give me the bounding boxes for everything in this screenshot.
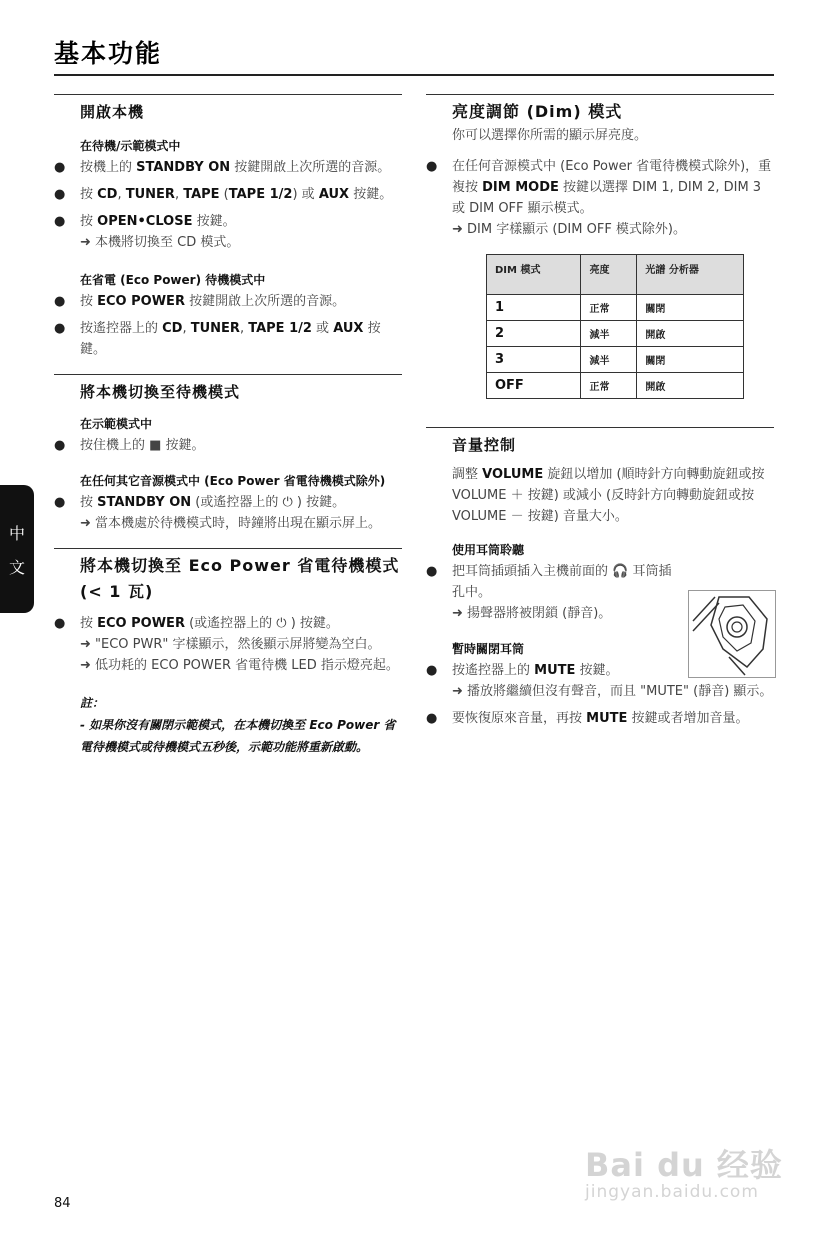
list-item: ● 按 ECO POWER 按鍵開啟上次所選的音源。 xyxy=(54,291,402,312)
watermark xyxy=(585,1120,785,1210)
subheading: 在待機/示範模式中 xyxy=(80,139,181,153)
table-header: DIM 模式 xyxy=(487,255,581,295)
list-item: ● 在任何音源模式中 (Eco Power 省電待機模式除外)，重複按 DIM MODE 按鍵以選擇 DIM 1, DIM 2, DIM 3 或 DIM OFF 顯示模式。 xyxy=(426,156,774,219)
list-item: ● 按 OPEN•CLOSE 按鍵。 xyxy=(54,211,402,232)
note-body: - 如果你沒有關閉示範模式，在本機切換至 Eco Power 省電待機模式或待機模式五秒後，示範功能將重新啟動。 xyxy=(80,718,396,754)
subheading: 在任何其它音源模式中 (Eco Power 省電待機模式除外) xyxy=(80,474,386,488)
list-item: ● 要恢復原來音量，再按 MUTE 按鍵或者增加音量。 xyxy=(426,708,774,729)
table-row xyxy=(487,295,744,321)
headphone-jack-illustration xyxy=(688,590,776,678)
watermark-logo-text: Bai du 经验 xyxy=(585,1146,783,1184)
list-item: ● 按 ECO POWER (或遙控器上的 ⏻ ) 按鍵。 xyxy=(54,613,402,634)
list-item: ● 按住機上的 ■ 按鍵。 xyxy=(54,435,402,456)
note-title: 註： xyxy=(80,696,105,710)
section-title: 將本機切換至待機模式 xyxy=(80,383,241,401)
table-header: 光譜 分析器 xyxy=(637,255,744,295)
intro-text: 你可以選擇你所需的顯示屏亮度。 xyxy=(452,128,648,143)
watermark-url: jingyan.baidu.com xyxy=(585,1182,759,1202)
table-row xyxy=(487,321,744,347)
table-cell: OFF xyxy=(487,373,581,399)
list-item: ● 按 STANDBY ON (或遙控器上的 ⏻ ) 按鍵。 xyxy=(54,492,402,513)
subheading: 在省電 (Eco Power) 待機模式中 xyxy=(80,273,266,287)
table-header-row xyxy=(487,255,744,295)
table-cell: 1 xyxy=(487,295,581,321)
result-note: ➜ 低功耗的 ECO POWER 省電待機 LED 指示燈亮起。 xyxy=(80,658,399,673)
result-note: ➜ 當本機處於待機模式時，時鐘將出現在顯示屏上。 xyxy=(80,516,382,531)
subheading: 暫時關閉耳筒 xyxy=(452,642,525,656)
list-item: ● 按遙控器上的 CD, TUNER, TAPE 1/2 或 AUX 按鍵。 xyxy=(54,318,402,360)
table-cell: 關閉 xyxy=(637,347,744,373)
result-note: ➜ "ECO PWR" 字樣顯示，然後顯示屏將變為空白。 xyxy=(80,637,381,652)
table-cell: 減半 xyxy=(581,347,637,373)
table-row xyxy=(487,347,744,373)
section-title: 開啟本機 xyxy=(80,103,145,121)
section-volume xyxy=(426,427,774,729)
result-note: ➜ 本機將切換至 CD 模式。 xyxy=(80,235,240,250)
volume-description: 調整 VOLUME 旋鈕以增加 (順時針方向轉動旋鈕或按 VOLUME ＋ 按鍵) 或減小 (反時針方向轉動旋鈕或按 VOLUME － 按鍵) 音量大小。 xyxy=(452,467,765,524)
title-divider xyxy=(54,74,774,76)
table-row xyxy=(487,373,744,399)
section-power-on xyxy=(54,94,402,360)
list-item: ● 按機上的 STANDBY ON 按鍵開啟上次所選的音源。 xyxy=(54,157,402,178)
language-tab-char: 中 xyxy=(8,524,25,543)
page-number: 84 xyxy=(54,1196,71,1211)
section-title: 亮度調節 (Dim) 模式 xyxy=(452,102,623,121)
table-cell: 開啟 xyxy=(637,321,744,347)
table-cell: 正常 xyxy=(581,373,637,399)
dim-mode-table xyxy=(486,254,744,399)
left-column xyxy=(54,94,402,758)
result-note: ➜ 播放將繼續但沒有聲音，而且 "MUTE" (靜音) 顯示。 xyxy=(452,684,773,699)
language-tab xyxy=(0,485,34,613)
list-item: ● 按 CD, TUNER, TAPE (TAPE 1/2) 或 AUX 按鍵。 xyxy=(54,184,402,205)
section-dim-mode xyxy=(426,94,774,399)
section-title: 將本機切換至 Eco Power 省電待機模式 (< 1 瓦) xyxy=(80,556,400,601)
section-standby xyxy=(54,374,402,534)
language-tab-char: 文 xyxy=(8,558,25,577)
table-cell: 正常 xyxy=(581,295,637,321)
section-title: 音量控制 xyxy=(452,436,517,454)
page-title: 基本功能 xyxy=(54,39,163,68)
subheading: 在示範模式中 xyxy=(80,417,153,431)
table-cell: 開啟 xyxy=(637,373,744,399)
list-item: ● 按遙控器上的 MUTE 按鍵。 xyxy=(426,660,774,681)
table-cell: 減半 xyxy=(581,321,637,347)
table-cell: 2 xyxy=(487,321,581,347)
table-header: 亮度 xyxy=(581,255,637,295)
table-cell: 3 xyxy=(487,347,581,373)
result-note: ➜ DIM 字樣顯示 (DIM OFF 模式除外)。 xyxy=(452,222,687,237)
subheading: 使用耳筒聆聽 xyxy=(452,543,525,557)
result-note: ➜ 揚聲器將被閉鎖 (靜音)。 xyxy=(452,606,612,621)
list-item: ● 把耳筒插頭插入主機前面的 🎧 耳筒插孔中。 xyxy=(426,561,682,603)
table-cell: 關閉 xyxy=(637,295,744,321)
section-eco-power xyxy=(54,548,402,758)
